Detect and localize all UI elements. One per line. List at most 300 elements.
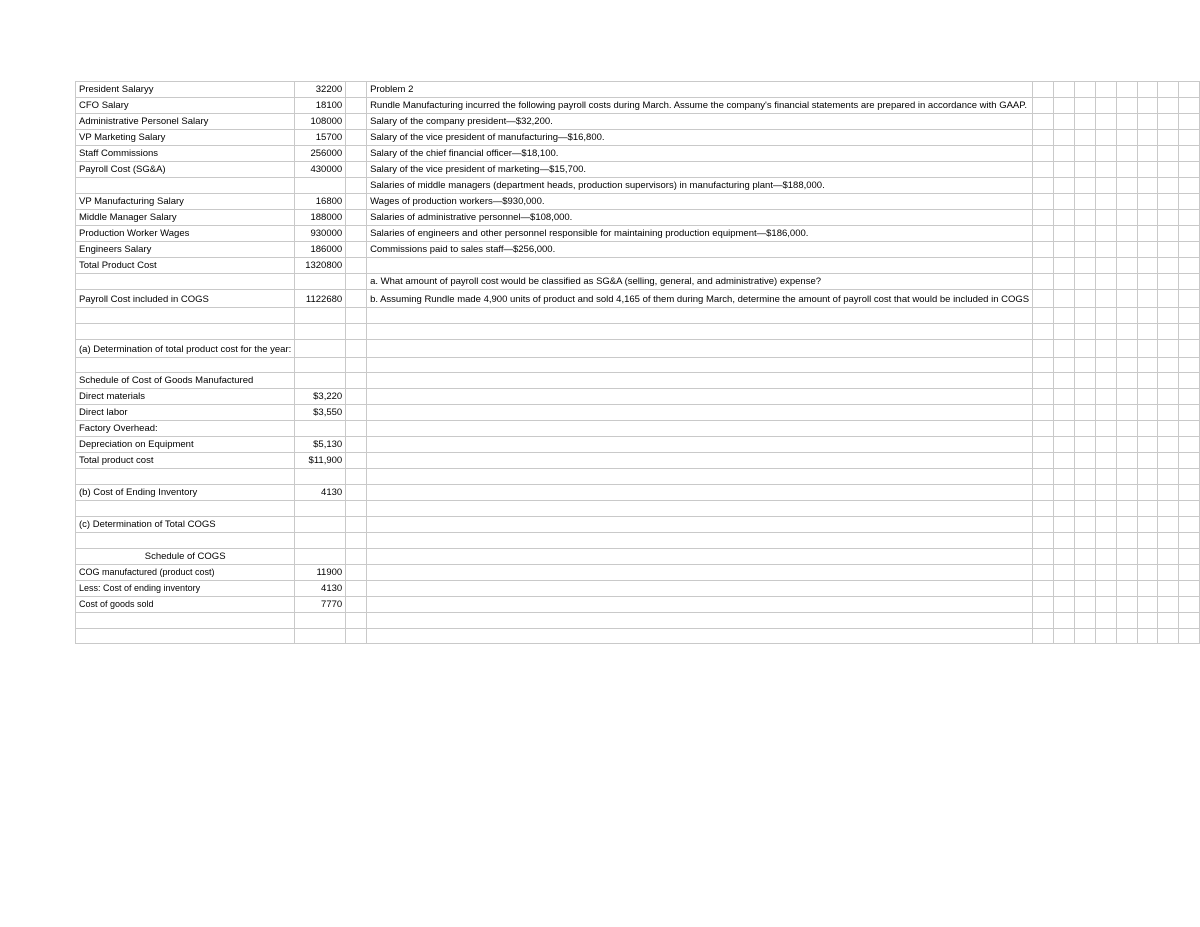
cell[interactable] (1074, 373, 1095, 389)
cell[interactable] (346, 516, 367, 532)
cell[interactable] (1158, 564, 1179, 580)
cell[interactable] (1158, 485, 1179, 501)
cell[interactable] (1158, 258, 1179, 274)
cell[interactable] (346, 146, 367, 162)
cell[interactable] (1116, 485, 1137, 501)
cell[interactable] (1179, 548, 1200, 564)
cell-label[interactable]: Cost of goods sold (76, 596, 295, 612)
cell-problem-text[interactable]: Salaries of engineers and other personnel responsible for maintaining production equipment—$186,000. (367, 226, 1033, 242)
cell[interactable] (1116, 130, 1137, 146)
cell[interactable] (1179, 453, 1200, 469)
cell-problem-text[interactable]: Salaries of administrative personnel—$108,000. (367, 210, 1033, 226)
cell[interactable] (1179, 146, 1200, 162)
cell[interactable] (1033, 405, 1054, 421)
cell[interactable] (1095, 564, 1116, 580)
cell[interactable] (1033, 82, 1054, 98)
cell-value[interactable] (295, 532, 346, 548)
cell[interactable] (1158, 274, 1179, 290)
cell[interactable] (346, 612, 367, 628)
cell[interactable] (1116, 453, 1137, 469)
cell-value[interactable]: 32200 (295, 82, 346, 98)
cell[interactable] (1137, 612, 1158, 628)
cell[interactable] (1095, 98, 1116, 114)
cell[interactable] (1158, 290, 1179, 308)
cell[interactable] (1033, 339, 1054, 357)
cell[interactable] (1033, 323, 1054, 339)
cell-label[interactable]: (b) Cost of Ending Inventory (76, 485, 295, 501)
cell[interactable] (1033, 453, 1054, 469)
cell-value[interactable] (295, 373, 346, 389)
cell[interactable] (1054, 82, 1075, 98)
cell-value[interactable]: 16800 (295, 194, 346, 210)
cell[interactable] (1158, 114, 1179, 130)
cell-problem-text[interactable]: Problem 2 (367, 82, 1033, 98)
cell[interactable] (1137, 323, 1158, 339)
cell[interactable] (1158, 194, 1179, 210)
cell[interactable] (1095, 178, 1116, 194)
cell[interactable] (1074, 437, 1095, 453)
cell-label[interactable]: Factory Overhead: (76, 421, 295, 437)
cell[interactable] (346, 485, 367, 501)
cell[interactable] (1116, 389, 1137, 405)
cell[interactable] (1054, 532, 1075, 548)
cell[interactable] (1137, 373, 1158, 389)
cell[interactable] (1095, 339, 1116, 357)
cell[interactable] (1054, 373, 1075, 389)
cell[interactable] (1054, 323, 1075, 339)
cell[interactable] (1179, 628, 1200, 644)
cell[interactable] (1137, 516, 1158, 532)
cell[interactable] (1116, 210, 1137, 226)
cell-label[interactable] (76, 323, 295, 339)
cell[interactable] (1158, 405, 1179, 421)
cell[interactable] (1179, 485, 1200, 501)
cell[interactable] (346, 210, 367, 226)
cell-problem-text[interactable] (367, 357, 1033, 373)
cell-value[interactable] (295, 178, 346, 194)
cell-label[interactable]: Payroll Cost (SG&A) (76, 162, 295, 178)
cell[interactable] (1054, 389, 1075, 405)
cell[interactable] (1158, 98, 1179, 114)
cell[interactable] (1033, 516, 1054, 532)
cell[interactable] (346, 596, 367, 612)
cell-label[interactable]: Production Worker Wages (76, 226, 295, 242)
cell[interactable] (1095, 501, 1116, 517)
cell-label[interactable] (76, 308, 295, 324)
cell[interactable] (1054, 596, 1075, 612)
cell-label[interactable]: Less: Cost of ending inventory (76, 580, 295, 596)
cell[interactable] (1095, 485, 1116, 501)
cell-value[interactable]: 4130 (295, 485, 346, 501)
cell-label[interactable]: Staff Commissions (76, 146, 295, 162)
cell-value[interactable]: 108000 (295, 114, 346, 130)
cell[interactable] (1033, 114, 1054, 130)
cell[interactable] (1158, 548, 1179, 564)
cell[interactable] (1116, 114, 1137, 130)
cell-label[interactable]: Middle Manager Salary (76, 210, 295, 226)
cell-label[interactable]: COG manufactured (product cost) (76, 564, 295, 580)
cell-problem-text[interactable]: Salary of the chief financial officer—$18,100. (367, 146, 1033, 162)
cell[interactable] (1137, 469, 1158, 485)
cell[interactable] (1074, 357, 1095, 373)
cell-value[interactable]: 4130 (295, 580, 346, 596)
cell[interactable] (346, 389, 367, 405)
cell[interactable] (1179, 389, 1200, 405)
cell[interactable] (1137, 242, 1158, 258)
cell-value[interactable]: $3,220 (295, 389, 346, 405)
cell[interactable] (1137, 564, 1158, 580)
cell[interactable] (1095, 146, 1116, 162)
cell[interactable] (1054, 453, 1075, 469)
cell[interactable] (1116, 564, 1137, 580)
cell[interactable] (1158, 628, 1179, 644)
cell-label[interactable] (76, 357, 295, 373)
cell-label[interactable]: Direct materials (76, 389, 295, 405)
cell-label[interactable]: Total Product Cost (76, 258, 295, 274)
cell-problem-text[interactable] (367, 453, 1033, 469)
cell[interactable] (1095, 308, 1116, 324)
cell[interactable] (1033, 178, 1054, 194)
cell-label[interactable]: Depreciation on Equipment (76, 437, 295, 453)
cell[interactable] (1074, 580, 1095, 596)
cell[interactable] (1137, 548, 1158, 564)
cell[interactable] (1179, 130, 1200, 146)
cell[interactable] (1095, 242, 1116, 258)
cell-value[interactable]: 930000 (295, 226, 346, 242)
cell-problem-text[interactable] (367, 612, 1033, 628)
cell[interactable] (1074, 146, 1095, 162)
cell[interactable] (1116, 532, 1137, 548)
cell-value[interactable] (295, 421, 346, 437)
cell-value[interactable] (295, 501, 346, 517)
cell[interactable] (1033, 357, 1054, 373)
cell-value[interactable] (295, 628, 346, 644)
cell[interactable] (1074, 290, 1095, 308)
cell[interactable] (346, 373, 367, 389)
cell[interactable] (346, 548, 367, 564)
cell-value[interactable] (295, 548, 346, 564)
cell[interactable] (1158, 501, 1179, 517)
cell[interactable] (1137, 596, 1158, 612)
cell[interactable] (1054, 258, 1075, 274)
cell[interactable] (1033, 421, 1054, 437)
cell[interactable] (1158, 146, 1179, 162)
cell[interactable] (346, 226, 367, 242)
cell[interactable] (1054, 485, 1075, 501)
cell[interactable] (1137, 130, 1158, 146)
cell[interactable] (1054, 516, 1075, 532)
cell[interactable] (1033, 274, 1054, 290)
cell[interactable] (1179, 580, 1200, 596)
cell-problem-text[interactable] (367, 308, 1033, 324)
cell[interactable] (1074, 596, 1095, 612)
cell[interactable] (1116, 596, 1137, 612)
cell[interactable] (1074, 178, 1095, 194)
cell[interactable] (346, 469, 367, 485)
cell[interactable] (1116, 405, 1137, 421)
cell[interactable] (1116, 274, 1137, 290)
cell[interactable] (1074, 130, 1095, 146)
cell[interactable] (346, 274, 367, 290)
cell[interactable] (1033, 194, 1054, 210)
cell[interactable] (1179, 274, 1200, 290)
cell[interactable] (1137, 258, 1158, 274)
cell-problem-text[interactable]: Salary of the company president—$32,200. (367, 114, 1033, 130)
cell[interactable] (1179, 532, 1200, 548)
cell[interactable] (346, 98, 367, 114)
cell[interactable] (1179, 339, 1200, 357)
cell[interactable] (1033, 226, 1054, 242)
cell-problem-text[interactable]: Wages of production workers—$930,000. (367, 194, 1033, 210)
cell[interactable] (1054, 612, 1075, 628)
cell[interactable] (1137, 357, 1158, 373)
cell[interactable] (1179, 596, 1200, 612)
cell-problem-text[interactable]: Salary of the vice president of marketing—$15,700. (367, 162, 1033, 178)
cell[interactable] (1116, 290, 1137, 308)
cell-problem-text[interactable] (367, 564, 1033, 580)
cell[interactable] (1074, 82, 1095, 98)
cell-value[interactable]: 1320800 (295, 258, 346, 274)
cell[interactable] (1074, 612, 1095, 628)
cell[interactable] (346, 405, 367, 421)
cell-problem-text[interactable] (367, 469, 1033, 485)
cell-label[interactable]: Administrative Personel Salary (76, 114, 295, 130)
cell[interactable] (1116, 194, 1137, 210)
cell[interactable] (1179, 178, 1200, 194)
cell[interactable] (1033, 485, 1054, 501)
cell[interactable] (1074, 405, 1095, 421)
cell[interactable] (346, 290, 367, 308)
cell[interactable] (1179, 469, 1200, 485)
cell[interactable] (1116, 339, 1137, 357)
cell[interactable] (1054, 357, 1075, 373)
cell[interactable] (1158, 162, 1179, 178)
cell[interactable] (1137, 437, 1158, 453)
cell[interactable] (1137, 162, 1158, 178)
cell[interactable] (1095, 82, 1116, 98)
cell[interactable] (1033, 580, 1054, 596)
cell[interactable] (1033, 98, 1054, 114)
cell-problem-text[interactable] (367, 516, 1033, 532)
cell[interactable] (1116, 357, 1137, 373)
cell[interactable] (1095, 274, 1116, 290)
cell[interactable] (1074, 501, 1095, 517)
cell[interactable] (1137, 628, 1158, 644)
cell[interactable] (1158, 242, 1179, 258)
cell[interactable] (346, 628, 367, 644)
cell[interactable] (1116, 82, 1137, 98)
cell[interactable] (1137, 453, 1158, 469)
cell[interactable] (346, 564, 367, 580)
cell[interactable] (1137, 308, 1158, 324)
cell[interactable] (1054, 194, 1075, 210)
cell-label[interactable] (76, 628, 295, 644)
cell-value[interactable] (295, 357, 346, 373)
cell[interactable] (1179, 405, 1200, 421)
cell[interactable] (1179, 210, 1200, 226)
cell[interactable] (1116, 516, 1137, 532)
cell[interactable] (1095, 612, 1116, 628)
cell[interactable] (1116, 612, 1137, 628)
cell-value[interactable]: 7770 (295, 596, 346, 612)
cell[interactable] (1033, 564, 1054, 580)
cell[interactable] (346, 501, 367, 517)
cell[interactable] (1137, 274, 1158, 290)
cell[interactable] (1179, 162, 1200, 178)
cell[interactable] (1074, 98, 1095, 114)
cell[interactable] (1033, 290, 1054, 308)
cell-label[interactable] (76, 612, 295, 628)
cell[interactable] (1158, 82, 1179, 98)
cell-value[interactable]: $5,130 (295, 437, 346, 453)
cell[interactable] (1137, 146, 1158, 162)
cell[interactable] (1033, 258, 1054, 274)
cell[interactable] (1158, 389, 1179, 405)
cell-problem-text[interactable]: Commissions paid to sales staff—$256,000. (367, 242, 1033, 258)
cell[interactable] (1137, 194, 1158, 210)
cell[interactable] (1074, 469, 1095, 485)
cell-label[interactable]: (a) Determination of total product cost for the year: (76, 339, 295, 357)
cell[interactable] (1095, 596, 1116, 612)
cell[interactable] (1158, 357, 1179, 373)
cell-value[interactable]: 11900 (295, 564, 346, 580)
cell[interactable] (346, 82, 367, 98)
cell[interactable] (1095, 389, 1116, 405)
cell[interactable] (1095, 210, 1116, 226)
cell[interactable] (1116, 178, 1137, 194)
cell[interactable] (1158, 130, 1179, 146)
cell-value[interactable]: $3,550 (295, 405, 346, 421)
cell[interactable] (1033, 389, 1054, 405)
cell[interactable] (1158, 596, 1179, 612)
cell[interactable] (346, 162, 367, 178)
cell[interactable] (1116, 501, 1137, 517)
cell-value[interactable]: $11,900 (295, 453, 346, 469)
cell[interactable] (1179, 98, 1200, 114)
cell[interactable] (1137, 532, 1158, 548)
cell-value[interactable] (295, 323, 346, 339)
cell[interactable] (1137, 405, 1158, 421)
cell[interactable] (1033, 373, 1054, 389)
cell-label[interactable]: President Salaryy (76, 82, 295, 98)
cell[interactable] (1179, 612, 1200, 628)
cell[interactable] (1095, 548, 1116, 564)
cell[interactable] (1179, 226, 1200, 242)
cell[interactable] (1137, 421, 1158, 437)
cell[interactable] (1116, 146, 1137, 162)
cell[interactable] (1179, 194, 1200, 210)
cell[interactable] (1179, 373, 1200, 389)
cell-value[interactable] (295, 516, 346, 532)
cell[interactable] (1116, 548, 1137, 564)
cell-value[interactable]: 188000 (295, 210, 346, 226)
cell[interactable] (1158, 469, 1179, 485)
cell-problem-text[interactable] (367, 596, 1033, 612)
cell[interactable] (1116, 242, 1137, 258)
cell[interactable] (1033, 242, 1054, 258)
cell[interactable] (1137, 114, 1158, 130)
cell[interactable] (1095, 421, 1116, 437)
cell-value[interactable]: 18100 (295, 98, 346, 114)
cell[interactable] (1095, 323, 1116, 339)
cell[interactable] (1054, 548, 1075, 564)
cell[interactable] (1095, 516, 1116, 532)
cell[interactable] (1074, 628, 1095, 644)
cell[interactable] (1137, 389, 1158, 405)
cell[interactable] (346, 308, 367, 324)
cell-label[interactable] (76, 501, 295, 517)
cell[interactable] (1137, 580, 1158, 596)
cell[interactable] (1033, 596, 1054, 612)
cell[interactable] (1095, 114, 1116, 130)
cell[interactable] (1116, 226, 1137, 242)
cell-label[interactable] (76, 178, 295, 194)
cell[interactable] (1158, 323, 1179, 339)
cell[interactable] (346, 178, 367, 194)
cell[interactable] (1095, 580, 1116, 596)
cell-problem-text[interactable] (367, 548, 1033, 564)
cell-label[interactable]: (c) Determination of Total COGS (76, 516, 295, 532)
cell[interactable] (1054, 178, 1075, 194)
cell[interactable] (1137, 226, 1158, 242)
cell[interactable] (1095, 373, 1116, 389)
cell-problem-text[interactable] (367, 628, 1033, 644)
cell[interactable] (1054, 162, 1075, 178)
cell[interactable] (1033, 308, 1054, 324)
cell-problem-text[interactable] (367, 373, 1033, 389)
cell[interactable] (1054, 628, 1075, 644)
cell-problem-text[interactable] (367, 405, 1033, 421)
cell[interactable] (1095, 628, 1116, 644)
cell[interactable] (1033, 210, 1054, 226)
cell-label[interactable] (76, 532, 295, 548)
cell[interactable] (1158, 453, 1179, 469)
cell[interactable] (1054, 405, 1075, 421)
cell-problem-text[interactable] (367, 258, 1033, 274)
cell-problem-text[interactable] (367, 501, 1033, 517)
cell-label[interactable] (76, 469, 295, 485)
cell[interactable] (346, 114, 367, 130)
cell[interactable] (1074, 258, 1095, 274)
cell-problem-text[interactable]: b. Assuming Rundle made 4,900 units of product and sold 4,165 of them during March, determine the amount of payroll cost that would be included in COGS (367, 290, 1033, 308)
cell[interactable] (1179, 242, 1200, 258)
cell[interactable] (1116, 98, 1137, 114)
cell[interactable] (1179, 258, 1200, 274)
cell[interactable] (1074, 564, 1095, 580)
cell[interactable] (346, 242, 367, 258)
cell[interactable] (1095, 437, 1116, 453)
cell[interactable] (1095, 226, 1116, 242)
cell[interactable] (1074, 339, 1095, 357)
cell[interactable] (346, 532, 367, 548)
cell[interactable] (1095, 130, 1116, 146)
cell[interactable] (1054, 114, 1075, 130)
cell-value[interactable]: 430000 (295, 162, 346, 178)
cell[interactable] (1137, 82, 1158, 98)
cell-problem-text[interactable]: Salaries of middle managers (department heads, production supervisors) in manufacturing plant—$188,000. (367, 178, 1033, 194)
cell[interactable] (1033, 548, 1054, 564)
cell[interactable] (1074, 226, 1095, 242)
cell[interactable] (1158, 373, 1179, 389)
cell-label[interactable]: VP Marketing Salary (76, 130, 295, 146)
cell[interactable] (1074, 274, 1095, 290)
cell[interactable] (346, 421, 367, 437)
cell[interactable] (1137, 339, 1158, 357)
cell[interactable] (1116, 162, 1137, 178)
cell[interactable] (1095, 194, 1116, 210)
cell[interactable] (1179, 357, 1200, 373)
cell[interactable] (346, 323, 367, 339)
